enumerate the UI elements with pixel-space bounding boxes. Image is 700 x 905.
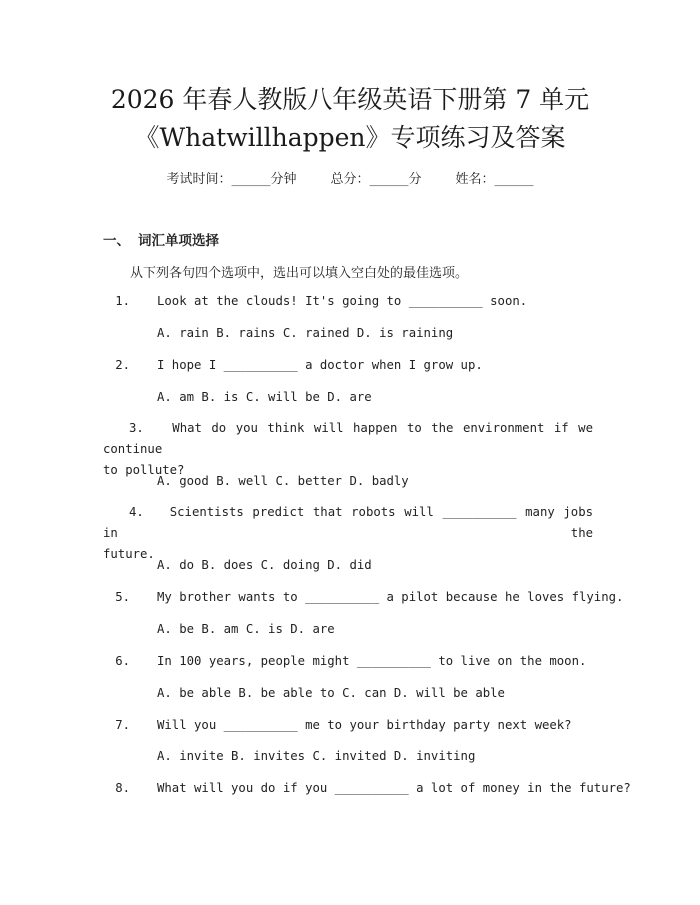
question-text: What do you think will happen to the environment if we continue (103, 421, 593, 456)
question-2-options: A. am B. is C. will be D. are (157, 390, 372, 404)
question-6 (103, 654, 593, 668)
question-4 (103, 502, 593, 565)
question-line-1 (103, 418, 593, 460)
question-text: My brother wants to __________ a pilot because he loves flying. (157, 590, 624, 604)
question-line-2: to pollute? (103, 463, 185, 477)
question-2 (103, 358, 593, 372)
section-heading (103, 229, 219, 249)
name-field: 姓名：______ (455, 172, 534, 187)
page-title-line2: 《Whatwillhappen》专项练习及答案 (134, 123, 566, 152)
section-instruction: 从下列各句四个选项中，选出可以填入空白处的最佳选项。 (130, 266, 469, 281)
question-text: I hope I __________ a doctor when I grow up. (157, 358, 483, 372)
question-number: 2. (115, 358, 130, 372)
question-line-2: future. (103, 547, 155, 561)
total-score-field: 总分：______分 (330, 172, 422, 187)
question-line-1 (103, 502, 593, 544)
question-5-options: A. be B. am C. is D. are (157, 622, 335, 636)
question-text: Look at the clouds! It's going to __________ soon. (157, 294, 528, 308)
question-4-options: A. do B. does C. doing D. did (157, 558, 372, 572)
question-1 (103, 294, 593, 308)
exam-time-field: 考试时间：______分钟 (166, 172, 297, 187)
question-7-options: A. invite B. invites C. invited D. inviting (157, 749, 476, 763)
question-text: In 100 years, people might __________ to live on the moon. (157, 654, 587, 668)
page-title-line1: 2026 年春人教版八年级英语下册第 7 单元 (110, 85, 590, 114)
question-number: 1. (115, 294, 130, 308)
question-1-options: A. rain B. rains C. rained D. is raining (157, 326, 454, 340)
question-number: 7. (115, 718, 130, 732)
question-3 (103, 418, 593, 481)
question-text: Scientists predict that robots will __________ many jobs in the (103, 505, 594, 540)
question-3-options: A. good B. well C. better D. badly (157, 474, 409, 488)
exam-meta (0, 168, 700, 187)
question-number: 5. (115, 590, 130, 604)
question-7 (103, 718, 593, 732)
question-number: 4. (129, 505, 144, 519)
section-title: 词汇单项选择 (138, 233, 219, 249)
question-number: 8. (115, 781, 130, 795)
question-6-options: A. be able B. be able to C. can D. will be able (157, 686, 505, 700)
question-text: What will you do if you __________ a lot of money in the future? (157, 781, 631, 795)
question-8 (103, 781, 631, 795)
section-number: 一、 (103, 233, 130, 249)
question-number: 6. (115, 654, 130, 668)
question-text: Will you __________ me to your birthday party next week? (157, 718, 572, 732)
question-5 (103, 590, 624, 604)
question-number: 3. (129, 421, 144, 435)
